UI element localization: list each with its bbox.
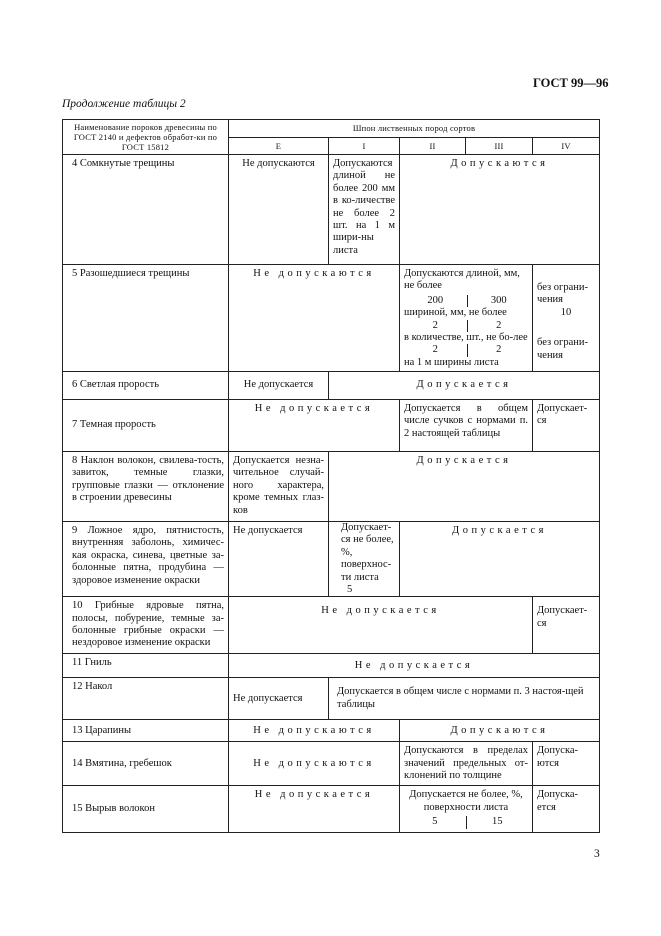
header-defects: Наименование пороков древесины по ГОСТ 2140 и дефектов обработ-ки по ГОСТ 15812	[63, 120, 229, 155]
row-name: 9 Ложное ядро, пятнистость, внутренняя заболонь, химичес-кая окраска, синева, цветные за-болонные пятна, продубина — здоровое изменение окраски	[63, 522, 229, 597]
cell-e-i: Не допускаются	[229, 265, 400, 372]
cell-e-iii: Не допускается	[229, 597, 533, 654]
cell-i	[329, 522, 400, 597]
cell-all: Не допускается	[229, 654, 600, 678]
cell-e-i: Не допускаются	[229, 720, 400, 742]
header-grade-e: Е	[229, 137, 329, 155]
iv-value-2: 10	[560, 306, 572, 318]
row-name: 13 Царапины	[63, 720, 229, 742]
table-row	[63, 155, 600, 265]
table-row	[63, 786, 600, 832]
length-iii: 300	[467, 295, 531, 307]
row-name: 12 Накол	[63, 678, 229, 720]
table-row	[63, 678, 600, 720]
cell-ii-iv: Допускаются	[400, 155, 600, 265]
length-ii: 200	[427, 294, 444, 306]
table-row	[63, 742, 600, 786]
width-iii: 2	[467, 320, 531, 332]
table-continuation-label: Продолжение таблицы 2	[62, 98, 186, 110]
width-values	[404, 320, 530, 332]
header-grade-iii: III	[466, 137, 533, 155]
cell-iv: Допускает-ся	[533, 400, 600, 452]
table-row	[63, 372, 600, 400]
cracks-length-heading: Допускаются длиной, мм, не более	[404, 268, 520, 292]
table-row	[63, 522, 600, 597]
count-label: в количестве, шт., не бо-лее	[404, 331, 528, 343]
row-name: 7 Темная прорость	[63, 400, 229, 452]
table-row	[63, 452, 600, 522]
table-header-row	[63, 120, 600, 138]
header-grade-i: I	[329, 137, 400, 155]
cell-ii-iv: Допускаются	[400, 720, 600, 742]
count-iii: 2	[467, 344, 531, 356]
cell-i: Допускаются длиной не более 200 мм в ко-личестве не более 2 шт. на 1 м шири-ны листа	[329, 155, 400, 265]
table-row	[63, 720, 600, 742]
iii-value: 15	[466, 816, 529, 828]
table-row	[63, 400, 600, 452]
cell-e-i: Не допускается	[229, 786, 400, 832]
cell-e: Допускается незна-чительное случай-ного характера, кроме темных глаз-ков	[229, 452, 329, 522]
table-row	[63, 597, 600, 654]
cell-i-iv: Допускается	[329, 372, 600, 400]
cell-e: Не допускается	[229, 678, 329, 720]
table-row	[63, 265, 600, 372]
row-name: 15 Вырыв волокон	[63, 786, 229, 832]
defects-table	[62, 119, 600, 833]
page-number: 3	[594, 848, 600, 860]
header-grade-iv: IV	[533, 137, 600, 155]
iv-value-1: без ограни-чения	[537, 282, 588, 306]
cell-ii-iii	[400, 786, 533, 832]
cell-i-iv: Допускается в общем числе с нормами п. 3 настоя-щей таблицы	[329, 678, 600, 720]
cell-i-iv: Допускается	[329, 452, 600, 522]
cell-e: Не допускаются	[229, 155, 329, 265]
row-name: 10 Грибные ядровые пятна, полосы, побурение, темные за-болонные грибные окраски — нездоровое изменение окраски	[63, 597, 229, 654]
cell-iv: Допуска-ется	[533, 786, 600, 832]
cell-e: Не допускается	[229, 372, 329, 400]
cell-iv	[533, 265, 600, 372]
row-name: 6 Светлая прорость	[63, 372, 229, 400]
cell-iv: Допуска-ются	[533, 742, 600, 786]
count-ii: 2	[432, 344, 438, 356]
ii-iii-text: Допускается не более, %, поверхности листа	[409, 789, 523, 813]
cell-e-i: Не допускается	[229, 400, 400, 452]
table-row	[63, 654, 600, 678]
row-name: 4 Сомкнутые трещины	[63, 155, 229, 265]
width-label: шириной, мм, не более	[404, 307, 507, 319]
ii-iii-values	[404, 816, 528, 828]
header-grade-ii: II	[400, 137, 466, 155]
row-name: 8 Наклон волокон, свилева-тость, завиток, темные глазки, групповые глазки — отклонение в строении древесины	[63, 452, 229, 522]
cell-ii-iii	[400, 265, 533, 372]
row-name: 14 Вмятина, гребешок	[63, 742, 229, 786]
per-sheet-label: на 1 м ширины листа	[404, 356, 499, 368]
row-name: 5 Разошедшиеся трещины	[63, 265, 229, 372]
width-ii: 2	[432, 319, 438, 331]
cell-ii-iv: Допускается	[400, 522, 600, 597]
count-values	[404, 344, 530, 356]
i-text: Допускает-ся не более, %, поверхнос-ти листа	[341, 522, 394, 583]
iv-value-3: без ограни-чения	[537, 337, 588, 361]
length-values	[404, 295, 530, 307]
cell-iv: Допускает-ся	[533, 597, 600, 654]
cell-e-i: Не допускаются	[229, 742, 400, 786]
document-code: ГОСТ 99—96	[533, 76, 609, 90]
cell-e: Не допускается	[229, 522, 329, 597]
cell-ii-iii: Допускаются в пределах значений предельных от-клонений по толщине	[400, 742, 533, 786]
header-veneer: Шпон лиственных пород сортов	[229, 120, 600, 138]
cell-ii-iii: Допускается в общем числе сучков с нормами п. 2 настоящей таблицы	[400, 400, 533, 452]
i-value: 5	[347, 583, 353, 595]
row-name: 11 Гниль	[63, 654, 229, 678]
ii-value: 5	[432, 816, 438, 828]
